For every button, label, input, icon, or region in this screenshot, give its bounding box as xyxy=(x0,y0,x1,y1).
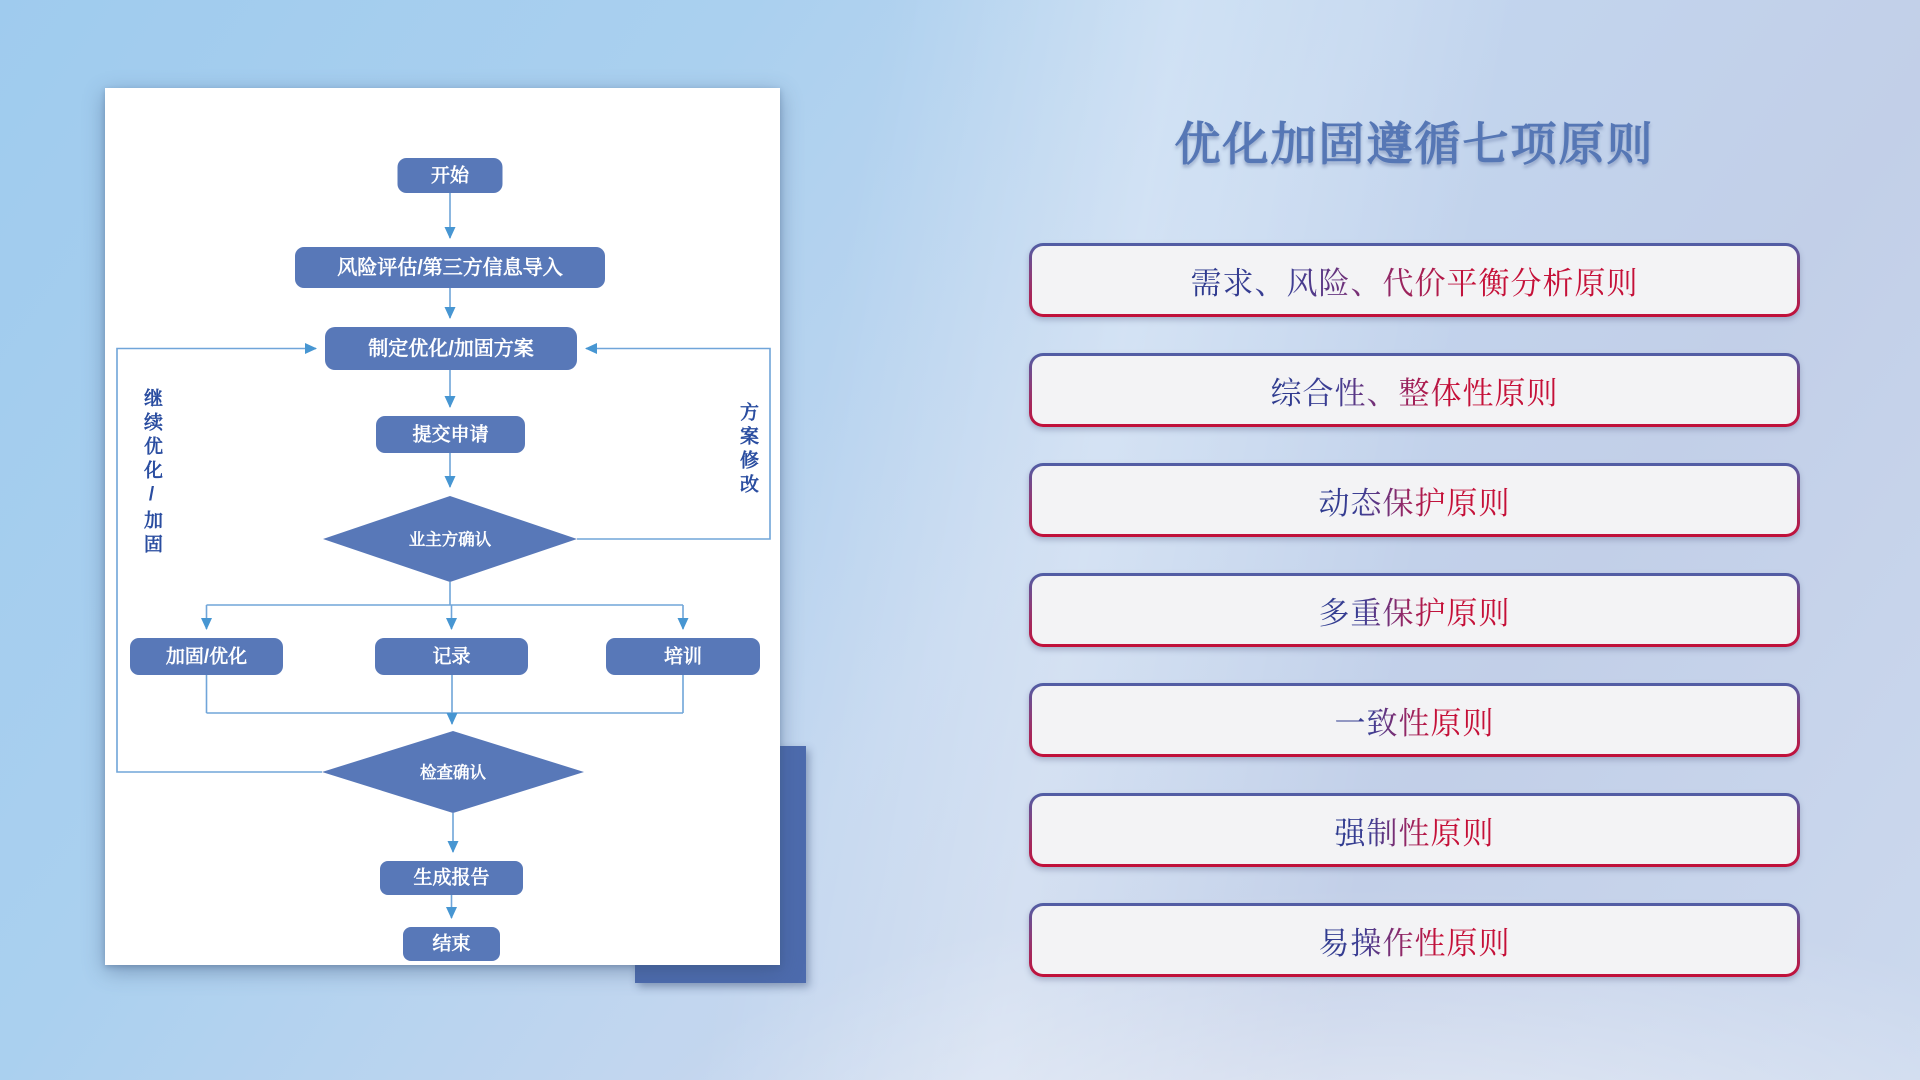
flow-node-risk-label: 风险评估/第三方信息导入 xyxy=(337,257,563,279)
flow-node-record xyxy=(375,638,528,675)
flow-node-submit-label: 提交申请 xyxy=(412,424,489,446)
flow-node-training-label: 培训 xyxy=(663,646,703,668)
flow-node-check-label: 检查确认 xyxy=(420,764,486,782)
flow-node-risk xyxy=(295,247,605,288)
principle-label-7: 易操作性原则 xyxy=(1319,918,1511,963)
principle-label-6: 强制性原则 xyxy=(1335,808,1495,853)
flow-node-training xyxy=(606,638,760,675)
principle-box-5 xyxy=(1029,683,1800,757)
flowchart-card xyxy=(105,88,780,965)
principle-box-7 xyxy=(1029,903,1800,977)
loop-label-plan-modify: 方案修改 xyxy=(737,402,758,498)
flow-node-harden xyxy=(130,638,283,675)
flow-node-owner-confirm xyxy=(323,496,577,582)
flowchart-canvas xyxy=(105,88,780,965)
principle-box-3 xyxy=(1029,463,1800,537)
principle-label-3: 动态保护原则 xyxy=(1319,478,1511,523)
principle-label-4: 多重保护原则 xyxy=(1319,588,1511,633)
principle-box-2 xyxy=(1029,353,1800,427)
flow-node-submit xyxy=(376,416,525,453)
flow-node-record-label: 记录 xyxy=(432,646,471,668)
flow-node-start-label: 开始 xyxy=(430,165,470,187)
flow-node-plan-label: 制定优化/加固方案 xyxy=(368,338,534,360)
principle-label-5: 一致性原则 xyxy=(1335,698,1495,743)
flow-node-report-label: 生成报告 xyxy=(413,867,490,889)
flow-node-plan xyxy=(325,327,577,370)
flow-node-end xyxy=(403,927,500,961)
principle-box-6 xyxy=(1029,793,1800,867)
principle-label-2: 综合性、整体性原则 xyxy=(1271,368,1559,413)
flow-node-harden-label: 加固/优化 xyxy=(165,646,248,668)
principles-list xyxy=(1029,243,1800,977)
flow-node-owner-confirm-label: 业主方确认 xyxy=(408,531,492,549)
principle-box-4 xyxy=(1029,573,1800,647)
loop-label-continue-optimize: 继续优化/加固 xyxy=(141,388,162,558)
principle-label-1: 需求、风险、代价平衡分析原则 xyxy=(1191,258,1639,303)
flow-node-start xyxy=(398,158,503,193)
flow-node-report xyxy=(380,861,523,895)
principle-box-1 xyxy=(1029,243,1800,317)
flow-node-check xyxy=(322,731,584,813)
flow-node-end-label: 结束 xyxy=(432,933,471,955)
page-title: 优化加固遵循七项原则 xyxy=(1174,118,1655,170)
